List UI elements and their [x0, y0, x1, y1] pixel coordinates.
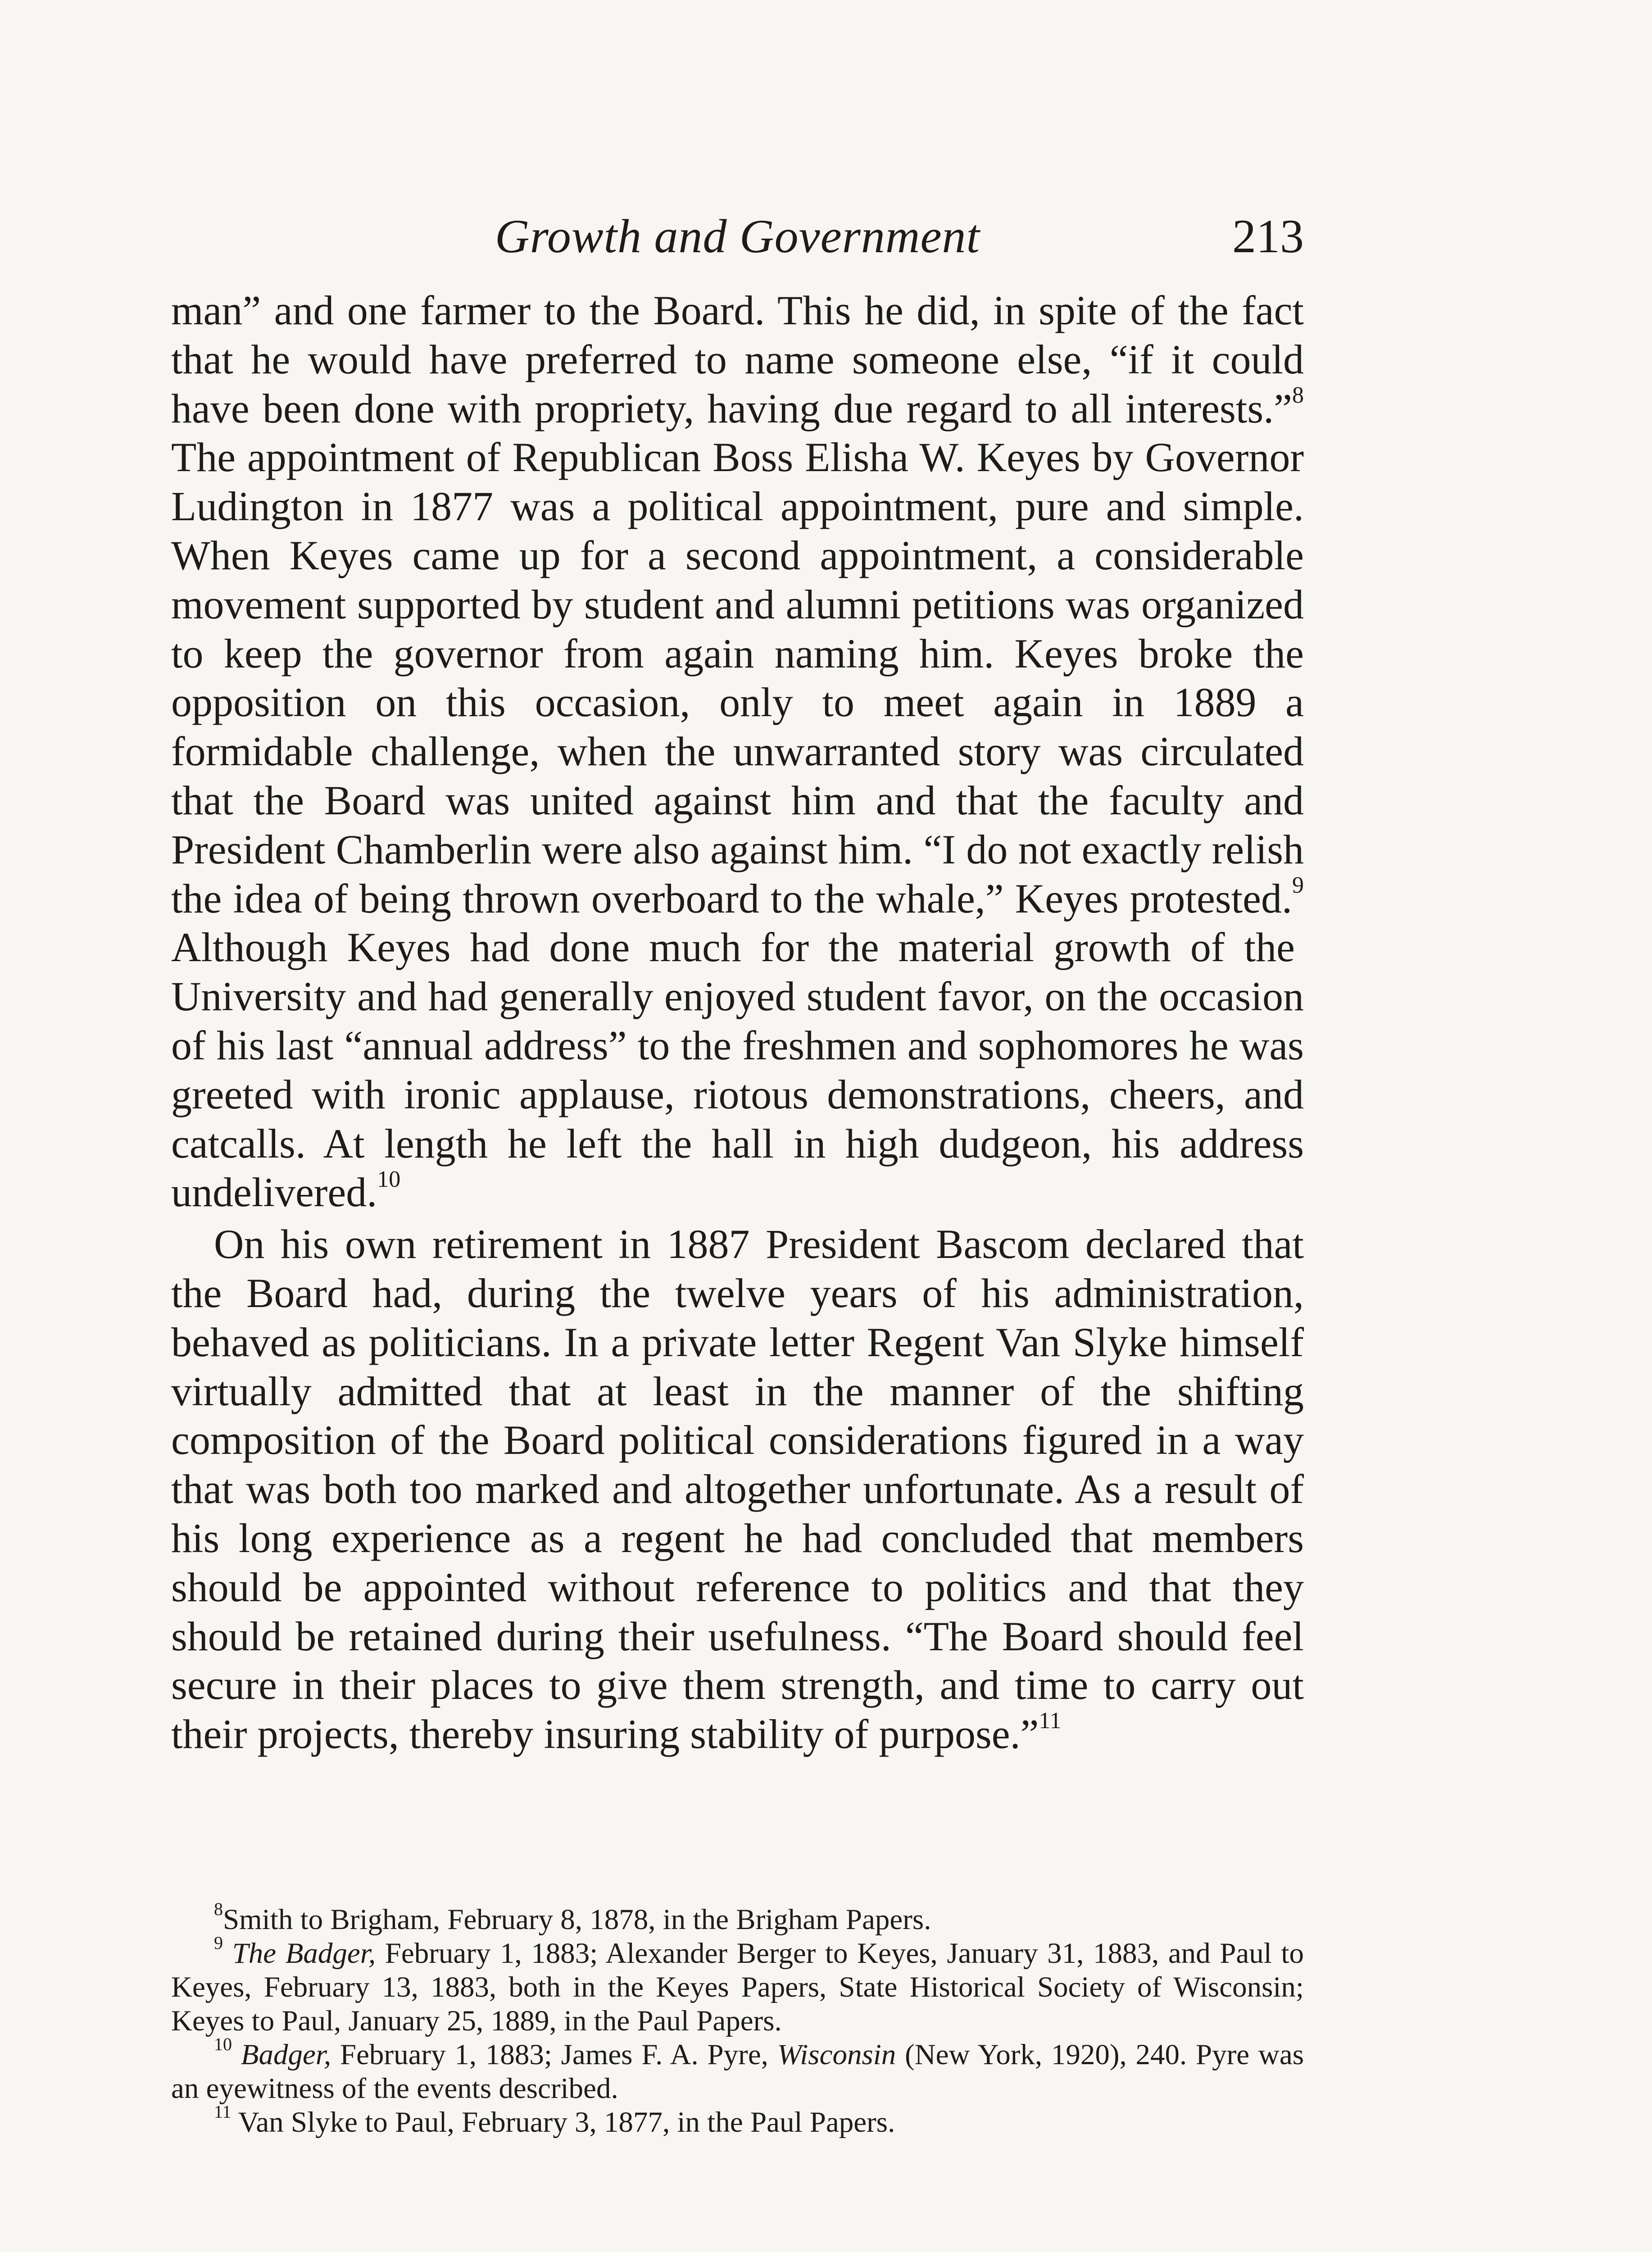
footnote-italic-title: Badger,: [241, 2039, 331, 2071]
footnote-number: 8: [214, 1899, 223, 1920]
footnote-italic-title-2: Wisconsin: [777, 2039, 896, 2071]
footnote-10: [171, 2034, 1304, 2106]
paragraph-1-text-a: man” and one farmer to the Board. This he did, in spite of the fact that he would have preferred to name someone else, “if it could have been done with propriety, having due regard to all interests.”: [171, 287, 1304, 431]
page-header: [171, 205, 1304, 268]
footnote-text: Van Slyke to Paul, February 3, 1877, in the Paul Papers.: [238, 2106, 895, 2138]
running-head: Growth and Government: [495, 210, 980, 263]
paragraph-1: [171, 286, 1304, 1217]
page-number: 213: [1232, 210, 1304, 263]
body-text: [171, 286, 1304, 1759]
paragraph-2: [171, 1220, 1304, 1759]
footnote-ref-8: 8: [1292, 382, 1304, 408]
footnote-text-2: (New York, 1920), 240. Pyre was an eyewitness of the events described.: [171, 2039, 1304, 2105]
paragraph-1-text-c: Although Keyes had done much for the material growth of the University and had generally enjoyed student favor, on the occasion of his last “annual address” to the freshmen and sophomores he was greeted with ironic applause, riotous demonstrations, cheers, and catcalls. At length he left the hall in high dudgeon, his address undelivered.: [171, 924, 1304, 1216]
footnote-11: [171, 2102, 1304, 2139]
footnote-ref-10: 10: [377, 1166, 401, 1192]
footnote-number: 9: [214, 1933, 223, 1953]
footnote-number: 11: [214, 2102, 231, 2122]
footnotes: [171, 1899, 1304, 2139]
footnote-text: Smith to Brigham, February 8, 1878, in the Brigham Papers.: [223, 1903, 931, 1936]
footnote-9: [171, 1933, 1304, 2038]
footnote-number: 10: [214, 2034, 232, 2055]
footnote-italic-title: The Badger,: [232, 1937, 376, 1970]
footnote-ref-11: 11: [1039, 1708, 1062, 1734]
paragraph-2-text: On his own retirement in 1887 President Bascom declared that the Board had, during the twelve years of his administration, behaved as politicians. In a private letter Regent Van Slyke himself virtually admitted that at least in the manner of the shifting composition of the Board political considerations figured in a way that was both too marked and altogether unfortunate. As a result of his long experience as a regent he had concluded that members should be appointed without reference to politics and that they should be retained during their usefulness. “The Board should feel secure in their places to give them strength, and time to carry out their projects, thereby insuring stability of purpose.”: [171, 1221, 1304, 1757]
footnote-text: February 1, 1883; Alexander Berger to Keyes, January 31, 1883, and Paul to Keyes, February 13, 1883, both in the Keyes Papers, State Historical Society of Wisconsin; Keyes to Paul, January 25, 1889, in the Paul Papers.: [171, 1937, 1304, 2037]
footnote-text: February 1, 1883; James F. A. Pyre,: [331, 2039, 777, 2071]
footnote-ref-9: 9: [1292, 872, 1304, 898]
footnote-8: [171, 1899, 1304, 1937]
paragraph-1-text-b: The appointment of Republican Boss Elisha W. Keyes by Governor Ludington in 1877 was a political appointment, pure and simple. When Keyes came up for a second appointment, a considerable movement supported by student and alumni petitions was organized to keep the governor from again naming him. Keyes broke the opposition on this occasion, only to meet again in 1889 a formidable challenge, when the unwarranted story was circulated that the Board was united against him and that the faculty and President Chamberlin were also against him. “I do not exactly relish the idea of being thrown overboard to the whale,” Keyes protested.: [171, 434, 1304, 922]
